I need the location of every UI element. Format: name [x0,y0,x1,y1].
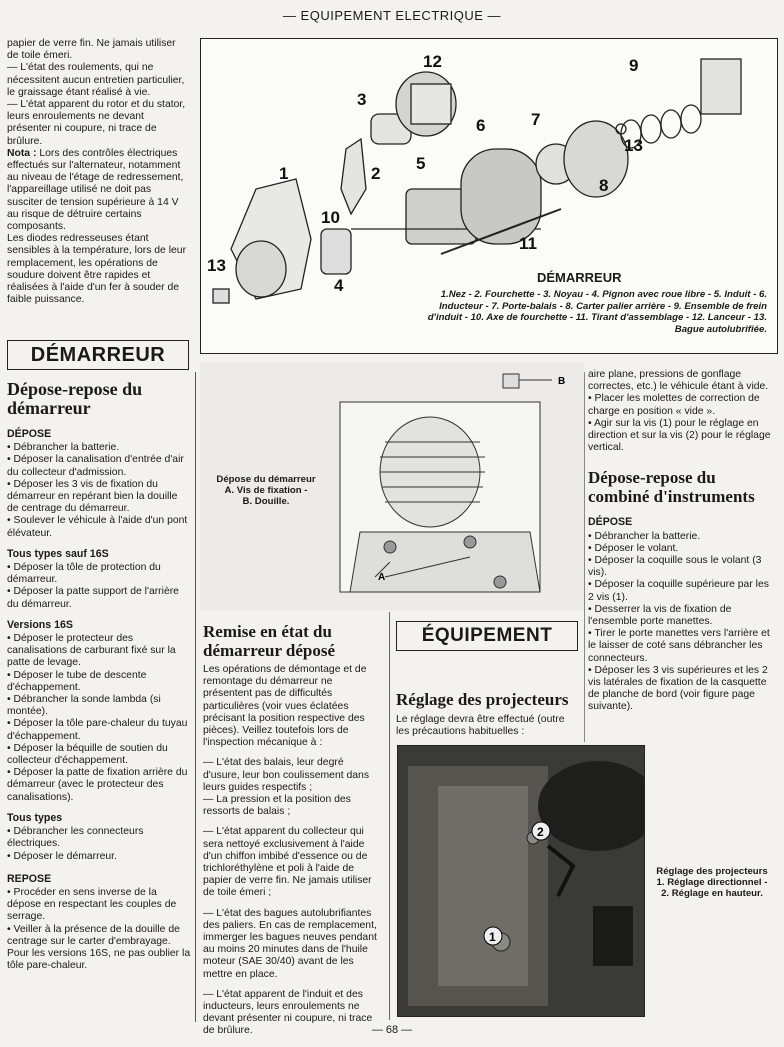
list-item: — L'état apparent du collecteur qui sera nettoyé exclusivement à l'aide d'un chiffon imbibé d'essence ou de trichloréthylène et poli à l'aide de papier de verre fin. Ne jamais utiliser de toile émeri ; [203,826,372,899]
caption-line: B. Douille. [242,496,290,507]
caption-line: A. Vis de fixation - [224,485,308,496]
list-item: • Déposer le démarreur. [7,850,117,862]
list-item: • Déposer les 3 vis supérieures et les 2 vis latérales de fixation de la casquette de planche de bord (voir figure page suivante). [588,664,768,713]
list-item: • Débrancher la batterie. [7,442,120,454]
note-label: Nota : [7,147,37,159]
label-a: A [378,572,386,583]
subheading-versions-16s: Versions 16S [7,618,73,631]
subheading-depose: DÉPOSE [588,516,633,529]
list-item: • Desserrer la vis de fixation de l'ensemble porte manettes. [588,603,732,628]
paragraph: papier de verre fin. Ne jamais utiliser de toile émeri. [7,38,176,62]
label-6: 6 [476,116,486,135]
label-7: 7 [531,110,541,129]
label-9: 9 [629,56,639,75]
heading-combine-instruments: Dépose-repose du combiné d'instruments [588,468,755,507]
list-item: • Déposer la coquille supérieure par les 2 vis (1). [588,579,769,603]
paragraph: — L'état des roulements, qui ne nécessitent aucun entretien particulier, le graissage étant réalisé à vie. [7,62,185,98]
label-13: 13 [624,136,643,155]
list-item: • Déposer la tôle pare-chaleur du tuyau d'échappement. [7,718,188,742]
list-item: Pour les versions 16S, ne pas oublier la tôle pare-chaleur. [7,947,191,972]
figure-title: DÉMARREUR [537,270,622,285]
list-item: • Veiller à la présence de la douille de centrage sur le carter d'embrayage. [7,923,180,947]
list-item: — La pression et la position des ressorts de balais ; [203,794,351,818]
list-item: • Déposer le volant. [588,542,679,554]
list-item: • Débrancher la sonde lambda (si montée). [7,694,161,718]
caption-title: Dépose du démarreur [216,474,316,485]
label-8: 8 [599,176,609,195]
heading-depose-repose-demarreur: Dépose-repose du démarreur [7,379,143,418]
note-text: Lors des contrôles électriques effectués sur l'alternateur, notamment au niveau de l'étage de redressement, l'appareillage utilisé ne doit pas susciter de tension supérieure à 14 V au risque de détruire certains composants. [7,147,184,233]
list-item: • Déposer les 3 vis de fixation du démarreur en repérant bien la douille de centrage du démarreur. [7,478,178,515]
heading-remise-en-etat: Remise en état du démarreur déposé [203,622,336,660]
list-item: — L'état apparent de l'induit et des inducteurs, leurs enroulements ne devant présenter ni coupure, ni trace de brûlure. [203,988,373,1037]
paragraph: Les diodes redresseuses étant sensibles à la température, lors de leur remplacement, les opérations de soudure doivent être rapides et réalisées à l'aide d'un fer à souder de faible puissance. [7,233,187,306]
column-divider [584,372,585,742]
list-item: • Déposer la tôle de protection du démarreur. [7,562,161,586]
starter-exploded-figure [200,38,778,354]
list-item: • Débrancher les connecteurs électriques. [7,826,144,850]
label-12: 12 [423,52,442,71]
section-title-demarreur: DÉMARREUR [7,340,189,370]
list-item: • Débrancher la batterie. [588,530,701,542]
list-item: • Procéder en sens inverse de la dépose en respectant les couples de serrage. [7,886,177,923]
right-column [588,369,776,714]
left-top-column [7,38,189,306]
list-item: • Déposer la canalisation d'entrée d'air du collecteur d'admission. [7,454,184,478]
marker-2: 2 [537,825,544,839]
subheading-sauf-16s: Tous types sauf 16S [7,547,109,560]
heading-reglage-projecteurs: Réglage des projecteurs [396,690,569,709]
subheading-tous-types: Tous types [7,811,63,824]
list-item: • Déposer la coquille sous le volant (3 vis). [588,555,762,579]
list-item: — L'état des balais, leur degré d'usure, leur bon coulissement dans leurs guides respectifs ; [203,757,370,793]
list-item: • Déposer le protecteur des canalisations de carburant fixé sur la patte de levage. [7,633,176,669]
photo-caption [646,866,778,899]
left-main-column [7,380,191,972]
label-10: 10 [321,208,340,227]
reglage-column [396,690,580,738]
subheading-depose: DÉPOSE [7,428,52,440]
subheading-repose: REPOSE [7,872,52,885]
headlight-photo [397,745,645,1017]
depose-figure-caption [204,474,328,507]
column-divider [389,612,390,1020]
note-paragraph [7,148,189,233]
column-divider [195,372,196,1022]
list-item: • Placer les molettes de correction de charge en position « vide ». [588,393,760,417]
paragraph: aire plane, pressions de gonflage correctes, etc.) le véhicule étant à vide. [588,369,769,393]
running-header: — EQUIPEMENT ELECTRIQUE — [282,8,502,23]
paragraph: Le réglage devra être effectué (outre les précautions habituelles : [396,714,565,738]
paragraph: — L'état apparent du rotor et du stator, leurs enroulements ne devant présenter ni coupure, ni trace de brûlure. [7,99,186,147]
list-item: • Déposer la béquille de soutien du collecteur d'échappement. [7,742,168,767]
list-item: • Tirer le porte manettes vers l'arrière et le laisser de coté sans débrancher les connecteurs. [588,628,770,664]
list-item: • Déposer le tube de descente d'échappement. [7,669,147,693]
marker-1: 1 [489,930,496,944]
list-item: — L'état des bagues autolubrifiantes des paliers. En cas de remplacement, immerger les bagues neuves pendant au moins 20 minutes dans de l'huile moteur (SAE 30/40) avant de les mettre en place. [203,907,377,980]
list-item: • Déposer la patte support de l'arrière du démarreur. [7,586,179,610]
label-4: 4 [334,276,344,295]
caption-line: 1. Réglage directionnel - [656,877,768,888]
remise-en-etat-column [203,622,383,1038]
label-11: 11 [519,234,537,253]
caption-line: 2. Réglage en hauteur. [661,888,763,899]
section-title-equipement: ÉQUIPEMENT [396,621,578,651]
paragraph: Les opérations de démontage et de remontage du démarreur ne présentent pas de difficultés particulières (voir vues éclatées précisant la position respective des pièces). Veillez toutefois lors de l'inspection mécanique à : [203,664,367,749]
figure-legend: 1.Nez - 2. Fourchette - 3. Noyau - 4. Pignon avec roue libre - 5. Induit - 6. Inducteur - 7. Porte-balais - 8. Carter palier arrière - 9. Ensemble de frein d'induit - 10. Axe de fourchette - 11. Tirant d'assemblage - 12. Lanceur - 13. Bague autolubrifiée. [427,289,767,335]
label-3: 3 [357,90,367,109]
label-13: 13 [207,256,226,275]
list-item: • Agir sur la vis (1) pour le réglage en direction et sur la vis (2) pour le réglage vertical. [588,417,771,454]
label-b: B [558,376,566,387]
label-2: 2 [371,164,381,183]
caption-title: Réglage des projecteurs [656,866,768,877]
label-1: 1 [279,164,289,183]
list-item: • Déposer la patte de fixation arrière du démarreur (avec le protecteur des canalisations). [7,767,188,803]
label-5: 5 [416,154,426,173]
page-number: — 68 — [371,1024,413,1036]
list-item: • Soulever le véhicule à l'aide d'un pont élévateur. [7,515,188,539]
headlight-photo-drawing [398,746,644,1016]
starter-removal-figure [200,362,584,610]
